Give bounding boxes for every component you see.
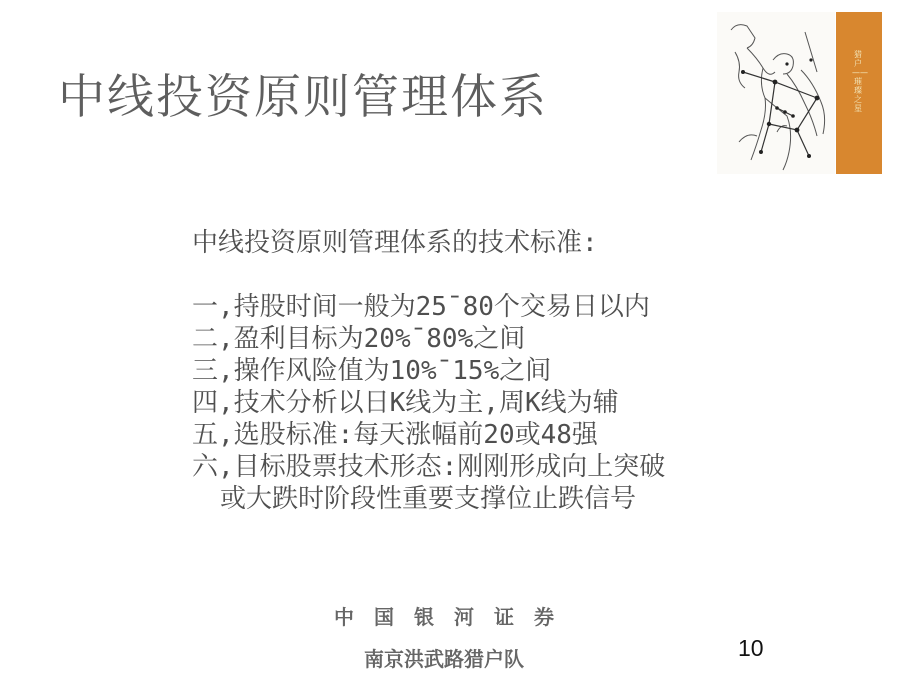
standard-item-technical-pattern-continued: 或大跌时阶段性重要支撑位止跌信号 [220,484,637,514]
footer-team-name: 南京洪武路猎户队 [364,647,524,671]
standard-item-technical-analysis: 四,技术分析以日K线为主,周K线为辅 [192,388,619,418]
standard-item-profit-target: 二,盈利目标为20%¯80%之间 [192,324,526,354]
orion-constellation-illustration [717,12,835,174]
standards-heading: 中线投资原则管理体系的技术标准: [192,228,598,258]
standard-item-holding-period: 一,持股时间一般为25¯80个交易日以内 [192,292,650,322]
standard-item-risk-value: 三,操作风险值为10%¯15%之间 [192,356,552,386]
standard-item-technical-pattern: 六,目标股票技术形态:刚刚形成向上突破 [192,452,666,482]
logo-orange-strip [836,12,882,174]
standard-item-stock-selection: 五,选股标准:每天涨幅前20或48强 [192,420,598,450]
orion-logo [717,12,882,174]
technical-standards-block [192,227,665,515]
footer-organization: 中国银河证券 [334,605,574,629]
page-number: 10 [738,635,764,661]
slide-title: 中线投资原则管理体系 [58,70,548,125]
logo-strip-text: 猎户——璀璨之星 [852,50,868,113]
